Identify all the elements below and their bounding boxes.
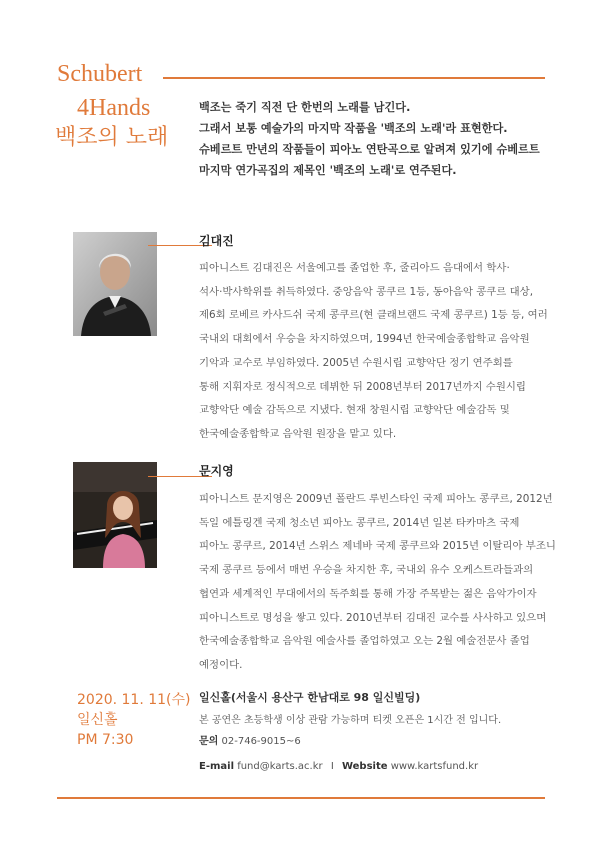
- performer-bio-moon: [199, 488, 556, 678]
- portrait-image-kim: [73, 232, 157, 336]
- bio-line: 교향악단 예술 감독으로 지냈다. 현재 창원시립 교향악단 예술감독 및: [199, 404, 510, 417]
- bio-line: 통해 지휘자로 정식적으로 데뷔한 뒤 2008년부터 2017년까지 수원시립: [199, 380, 526, 393]
- bio-line: 제6회 로베르 카사드쉬 국제 콩쿠르(현 클래브랜드 국제 콩쿠르) 1등 등, 여러: [199, 309, 548, 322]
- title-korean: 백조의 노래: [55, 125, 169, 150]
- performer-name-moon: 문지영: [199, 464, 234, 478]
- event-contact: [199, 756, 501, 777]
- website-label: Website: [341, 761, 388, 772]
- event-venue: 일신홀(서울시 용산구 한남대로 98 일신빌딩): [199, 691, 421, 704]
- title-4hands: 4Hands: [77, 95, 151, 121]
- bio-line: 한국예술종합학교 음악원 원장을 맡고 있다.: [199, 427, 397, 440]
- bio-line: 기악과 교수로 부임하였다. 2005년 수원시립 교향악단 정기 연주회를: [199, 356, 513, 369]
- event-notice: 본 공연은 초등학생 이상 관람 가능하며 티켓 오픈은 1시간 전 입니다.: [199, 715, 502, 726]
- event-inquiry: [199, 731, 501, 752]
- bio-line: 피아노 콩쿠르, 2014년 스위스 제네바 국제 콩쿠르와 2015년 이탈리아 부조니: [199, 540, 556, 553]
- performer-name-kim: 김대진: [199, 234, 234, 248]
- bio-line: 국제 콩쿠르 등에서 매번 우승을 차지한 후, 국내외 유수 오케스트라들과의: [199, 564, 534, 577]
- bio-line: 석사·박사학위를 취득하였다. 중앙음악 콩쿠르 1등, 동아음악 콩쿠르 대상,: [199, 285, 534, 298]
- bio-line: 협연과 세계적인 무대에서의 독주회를 통해 가장 주목받는 젊은 음악가이자: [199, 587, 537, 600]
- bio-line: 국내외 대회에서 우승을 차지하였으며, 1994년 한국예술종합학교 음악원: [199, 333, 530, 346]
- title-schubert: Schubert: [57, 61, 143, 87]
- bio-line: 피아니스트 문지영은 2009년 폴란드 루빈스타인 국제 피아노 콩쿠르, 2012년: [199, 493, 553, 505]
- intro-line: 슈베르트 만년의 작품들이 피아노 연탄곡으로 알려져 있기에 슈베르트: [199, 143, 540, 156]
- bio-line: 독일 에틀링겐 국제 청소년 피아노 콩쿠르, 2014년 일본 타카마츠 국제: [199, 516, 520, 529]
- contact-separator: I: [330, 761, 334, 772]
- bio-line: 피아니스트로 명성을 쌓고 있다. 2010년부터 김대진 교수를 사사하고 있으며: [199, 611, 547, 624]
- bio-line: 피아니스트 김대진은 서울예고를 졸업한 후, 줄리아드 음대에서 학사·: [199, 262, 510, 274]
- performer-photo-moon: [73, 462, 157, 568]
- intro-line: 그래서 보통 예술가의 마지막 작품을 '백조의 노래'라 표현한다.: [199, 122, 508, 135]
- inquiry-label: 문의: [199, 736, 219, 747]
- performer-bio-kim: [199, 257, 548, 447]
- intro-line: 백조는 죽기 직전 단 한번의 노래를 남긴다.: [199, 101, 411, 114]
- inquiry-phone: 02-746-9015~6: [221, 736, 301, 747]
- email-value: fund@karts.ac.kr: [237, 761, 323, 772]
- intro-line: 마지막 연가곡집의 제목인 '백조의 노래'로 연주된다.: [199, 164, 457, 177]
- portrait-image-moon: [73, 462, 157, 568]
- intro-paragraph: [199, 97, 540, 181]
- event-info: [199, 710, 501, 777]
- email-label: E-mail: [199, 761, 235, 772]
- footer-rule: [57, 797, 545, 799]
- performer-photo-kim: [73, 232, 157, 336]
- event-hall: 일신홀: [77, 712, 118, 728]
- event-time: PM 7:30: [77, 732, 134, 748]
- website-value: www.kartsfund.kr: [390, 761, 479, 772]
- event-datetime: [77, 690, 191, 750]
- bio-line: 한국예술종합학교 음악원 예술사를 졸업하였고 오는 2월 예술전문사 졸업: [199, 635, 530, 648]
- title-rule: [163, 77, 545, 79]
- bio-line: 예정이다.: [199, 658, 243, 671]
- event-date: 2020. 11. 11(수): [77, 692, 191, 708]
